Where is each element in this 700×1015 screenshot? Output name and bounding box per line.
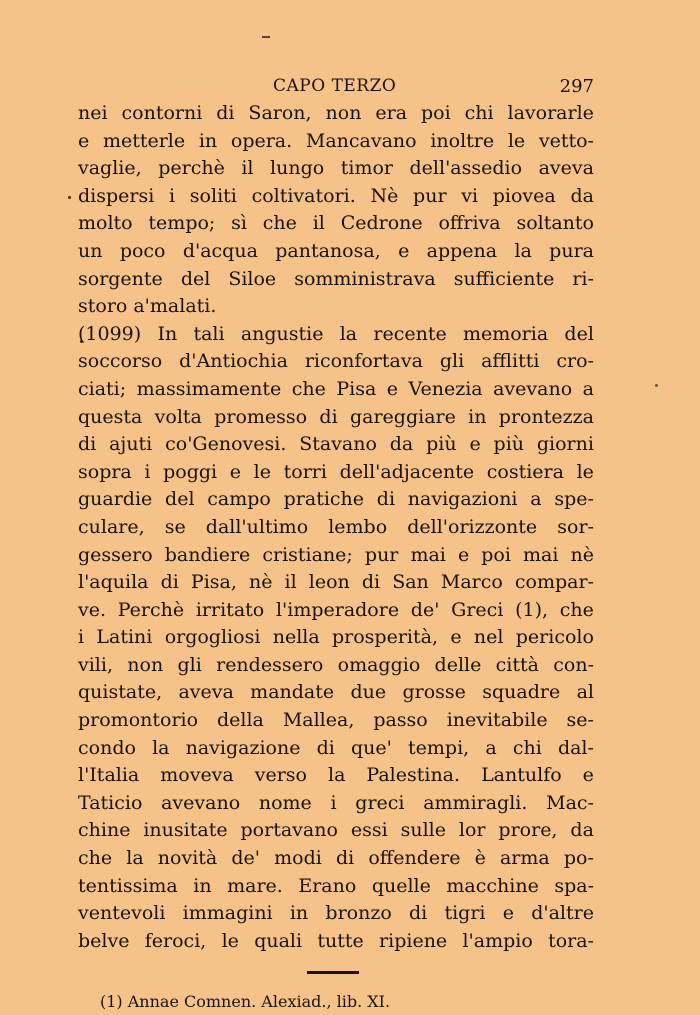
word: de'	[231, 847, 260, 870]
word: e	[398, 239, 410, 262]
text-line	[78, 321, 594, 349]
word: moveva	[160, 764, 234, 787]
word: leon	[308, 571, 350, 594]
word: timor	[340, 157, 393, 180]
word: vili,	[78, 653, 114, 676]
word: po-	[563, 847, 594, 870]
word: prosperità,	[332, 626, 439, 649]
word: lungo	[270, 157, 325, 180]
text-line	[78, 210, 594, 238]
word: omaggio	[337, 653, 421, 676]
word: mai	[410, 543, 446, 566]
text-line	[78, 762, 594, 790]
text-line	[78, 652, 594, 680]
text-line	[78, 624, 594, 652]
word: del	[180, 267, 211, 290]
word: gessero	[78, 543, 153, 566]
word: spa-	[554, 874, 594, 897]
word: Mallea,	[282, 709, 355, 732]
word: Siloe	[228, 267, 277, 290]
word: belve	[78, 929, 130, 952]
book-page	[78, 70, 594, 1011]
word: ventevoli	[78, 902, 166, 925]
word: e	[469, 433, 481, 456]
word: del	[165, 488, 195, 511]
word: molto	[78, 212, 133, 235]
footnote: (1) Annae Comnen. Alexiad., lib. XI.	[100, 992, 391, 1012]
word: non	[325, 102, 362, 124]
word: Saron,	[248, 102, 312, 124]
word: poi	[420, 102, 451, 124]
word: la	[126, 847, 144, 870]
word: in	[198, 129, 218, 152]
word: offriva	[438, 212, 501, 235]
word: la	[328, 764, 346, 787]
word: da	[570, 819, 594, 842]
text-line	[78, 486, 594, 514]
word: con-	[553, 653, 594, 676]
word: navigazioni	[407, 488, 518, 511]
text-line	[78, 266, 594, 294]
word: gli	[439, 350, 465, 373]
word: inevitabile	[446, 709, 548, 732]
word: pura	[549, 239, 594, 262]
body-text	[78, 100, 594, 955]
word: tentissima	[78, 874, 178, 897]
word: in	[289, 902, 309, 925]
word: sorgente	[78, 267, 163, 290]
word: memoria	[462, 322, 549, 345]
word: pericolo	[515, 626, 594, 649]
word: poco	[119, 239, 166, 262]
text-line	[78, 100, 594, 128]
word: compar-	[514, 571, 594, 594]
word: di	[376, 488, 396, 511]
word: passo	[373, 709, 428, 732]
word: verso	[254, 764, 307, 787]
text-line	[78, 845, 594, 873]
word: le	[221, 929, 239, 952]
word: Pisa,	[190, 571, 237, 594]
text-line	[78, 459, 594, 487]
word: questa	[78, 405, 143, 428]
word: i	[330, 791, 337, 814]
word: due	[350, 681, 387, 704]
word: tempi,	[408, 736, 470, 759]
word: di	[216, 102, 235, 124]
word: Mancavano	[305, 129, 417, 152]
word: le	[576, 460, 594, 483]
text-line	[78, 238, 594, 266]
word: grosse	[402, 681, 466, 704]
word: di	[319, 405, 338, 428]
word: nella	[272, 626, 320, 649]
word: di	[160, 571, 179, 594]
word: dell'orizzonte	[407, 515, 538, 538]
word: a	[530, 488, 542, 511]
word: culare,	[78, 515, 145, 538]
word: il	[312, 212, 325, 235]
word: soliti	[189, 184, 237, 207]
text-line	[78, 431, 594, 459]
word: bronzo	[325, 902, 392, 925]
word: città	[495, 653, 539, 676]
word: dal-	[557, 736, 594, 759]
text-line	[78, 376, 594, 404]
word: nei	[78, 102, 108, 124]
word: prontezza	[498, 405, 594, 428]
word: avevano	[493, 377, 573, 400]
word: da	[389, 433, 414, 456]
word: aveva	[538, 157, 594, 180]
word: i	[78, 626, 85, 649]
text-line	[78, 542, 594, 570]
word: ve.	[78, 598, 107, 621]
word: ri-	[572, 267, 594, 290]
word: co'Genovesi.	[165, 433, 287, 456]
word: quistate,	[78, 681, 163, 704]
word: l'ampio	[462, 929, 533, 952]
text-line	[78, 348, 594, 376]
word: de'	[410, 598, 440, 621]
word: Palestina.	[366, 764, 461, 787]
page-header	[78, 70, 594, 100]
word: Cedrone	[340, 212, 423, 235]
text-line	[78, 128, 594, 156]
word: tora-	[548, 929, 594, 952]
word: un	[78, 239, 103, 262]
word: lavorarle	[507, 102, 594, 124]
word: poi	[481, 543, 511, 566]
text-line	[78, 514, 594, 542]
word: que'	[351, 736, 392, 759]
word: tali	[193, 322, 225, 345]
word: da	[570, 184, 594, 207]
word: vetto-	[538, 129, 594, 152]
word: riconfortava	[304, 350, 423, 373]
word: torri	[283, 460, 327, 483]
print-speck	[68, 196, 71, 199]
word: ripiene	[379, 929, 448, 952]
word: Erano	[298, 874, 357, 897]
text-line	[78, 183, 594, 211]
word: vi	[461, 184, 479, 207]
word: dall'ultimo	[205, 515, 309, 538]
word: pantanosa,	[275, 239, 381, 262]
word: inoltre	[430, 129, 495, 152]
word: che	[559, 598, 594, 621]
word: promontorio	[78, 709, 199, 732]
word: ammiragli.	[423, 791, 528, 814]
word: pur	[364, 543, 399, 566]
word: a	[582, 377, 594, 400]
word: d'altre	[531, 902, 594, 925]
word: campo	[207, 488, 271, 511]
word: promesso	[214, 405, 308, 428]
word: angustie	[240, 322, 324, 345]
word: a	[485, 736, 497, 759]
word: in	[468, 405, 487, 428]
word: appena	[426, 239, 498, 262]
word: tempo;	[148, 212, 216, 235]
word: squadre	[482, 681, 561, 704]
word: e	[502, 902, 514, 925]
word: era	[375, 102, 408, 124]
word: soccorso	[78, 350, 163, 373]
word: quelle	[371, 874, 431, 897]
word: arma	[499, 847, 550, 870]
word: i	[144, 460, 151, 483]
word: irritato	[195, 598, 265, 621]
word: lembo	[328, 515, 388, 538]
word: prore,	[498, 819, 558, 842]
word: il	[241, 157, 254, 180]
word: e	[450, 626, 462, 649]
word: di	[78, 433, 97, 456]
text-line	[78, 155, 594, 183]
word: la	[339, 322, 358, 345]
word: In	[157, 322, 178, 345]
word: in	[193, 874, 212, 897]
word: pur	[413, 184, 447, 207]
word: che	[262, 212, 297, 235]
word: nome	[258, 791, 312, 814]
word: dispersi	[78, 184, 155, 207]
word: l'aquila	[78, 571, 149, 594]
word: ajuti	[109, 433, 153, 456]
word: e	[386, 377, 399, 400]
word: rendessero	[216, 653, 324, 676]
word: offendere	[368, 847, 461, 870]
word: San	[392, 571, 429, 594]
word: sor-	[557, 515, 594, 538]
word: che	[78, 847, 113, 870]
word: l'Italia	[78, 764, 140, 787]
word: e	[582, 764, 594, 787]
text-line	[78, 790, 594, 818]
word: chi	[464, 102, 494, 124]
word: dell'adjacente	[339, 460, 475, 483]
text-line	[78, 900, 594, 928]
word: ciati;	[78, 377, 127, 400]
word: di	[316, 736, 335, 759]
word: al	[576, 681, 594, 704]
word: pratiche	[283, 488, 365, 511]
text-line	[78, 735, 594, 763]
word: spe-	[554, 488, 594, 511]
print-speck	[262, 36, 270, 38]
word: afflitti	[481, 350, 540, 373]
word: Taticio	[78, 791, 143, 814]
word: soltanto	[516, 212, 594, 235]
word: sopra	[78, 460, 132, 483]
word: novità	[157, 847, 218, 870]
word: nè	[248, 571, 273, 594]
word: greci	[355, 791, 405, 814]
word: le	[507, 129, 526, 152]
word: mandate	[250, 681, 335, 704]
text-line	[78, 817, 594, 845]
word: modi	[274, 847, 322, 870]
word: piovea	[492, 184, 556, 207]
word: essi	[350, 819, 388, 842]
word: Perchè	[117, 598, 185, 621]
word: orgogliosi	[164, 626, 261, 649]
word: non	[127, 653, 164, 676]
word: e	[229, 460, 242, 483]
word: il	[284, 571, 297, 594]
word: Latini	[96, 626, 153, 649]
word: chine	[78, 819, 131, 842]
word: gareggiare	[349, 405, 456, 428]
word: la	[152, 736, 170, 759]
word: d'acqua	[182, 239, 258, 262]
word: Greci	[451, 598, 504, 621]
word: se-	[566, 709, 594, 732]
text-line	[78, 569, 594, 597]
text-line	[78, 928, 594, 956]
word: più	[426, 433, 457, 456]
word: d'Antiochia	[179, 350, 288, 373]
word: le	[253, 460, 271, 483]
word: dell'assedio	[409, 157, 523, 180]
word: cro-	[556, 350, 594, 373]
word: gli	[177, 653, 202, 676]
word: Pisa	[336, 377, 377, 400]
word: aveva	[178, 681, 234, 704]
word: costiera	[486, 460, 564, 483]
word: immagini	[182, 902, 273, 925]
word: macchine	[446, 874, 539, 897]
word: chi	[512, 736, 542, 759]
running-title: CAPO TERZO	[273, 76, 397, 96]
word: somministrava	[294, 267, 436, 290]
word: contorni	[121, 102, 203, 124]
word: nel	[473, 626, 504, 649]
word: sulle	[400, 819, 446, 842]
word: tutte	[317, 929, 364, 952]
word: se	[164, 515, 186, 538]
word: feroci,	[144, 929, 207, 952]
word: della	[217, 709, 264, 732]
word: Nè	[370, 184, 399, 207]
word: Stavano	[299, 433, 377, 456]
word: Marco	[440, 571, 503, 594]
word: di	[361, 571, 381, 594]
text-line	[78, 597, 594, 625]
word: delle	[434, 653, 482, 676]
word: del	[564, 322, 594, 345]
word: di	[335, 847, 355, 870]
word: guardie	[78, 488, 153, 511]
word: lor	[458, 819, 486, 842]
word: poggi	[163, 460, 218, 483]
word: volta	[154, 405, 202, 428]
text-line	[78, 679, 594, 707]
word: Venezia	[408, 377, 483, 400]
word: opera.	[230, 129, 293, 152]
word: e	[457, 543, 470, 566]
word: la	[514, 239, 532, 262]
text-line	[78, 404, 594, 432]
word: (1099)	[78, 322, 142, 345]
word: e	[78, 129, 90, 152]
word: perchè	[158, 157, 225, 180]
word: avevano	[161, 791, 241, 814]
word: (1),	[515, 598, 549, 621]
text-line	[78, 293, 594, 321]
word: nè	[570, 543, 594, 566]
word: vaglie,	[78, 157, 142, 180]
word: a'malati.	[133, 295, 217, 318]
page-number: 297	[559, 76, 594, 97]
word: mare.	[227, 874, 283, 897]
text-line	[78, 707, 594, 735]
word: mai	[523, 543, 559, 566]
word: quali	[254, 929, 303, 952]
word: bandiere	[164, 543, 251, 566]
word: giorni	[536, 433, 594, 456]
word: più	[493, 433, 525, 456]
word: è	[474, 847, 486, 870]
word: che	[291, 377, 326, 400]
word: massimamente	[136, 377, 282, 400]
word: di	[409, 902, 428, 925]
word: navigazione	[185, 736, 301, 759]
word: cristiane;	[262, 543, 353, 566]
word: Mac-	[546, 791, 594, 814]
word: metterle	[102, 129, 186, 152]
word: sì	[231, 212, 247, 235]
word: tigri	[444, 902, 486, 925]
word: coltivatori.	[251, 184, 356, 207]
word: recente	[373, 322, 447, 345]
print-speck	[655, 384, 658, 387]
word: l'imperadore	[275, 598, 400, 621]
word: portavano	[240, 819, 338, 842]
footnote-rule	[307, 971, 359, 974]
word: sufficiente	[453, 267, 555, 290]
word: storo	[78, 295, 128, 318]
text-line	[78, 873, 594, 901]
word: condo	[78, 736, 136, 759]
word: inusitate	[143, 819, 228, 842]
word: i	[169, 184, 176, 207]
word: Lantulfo	[481, 764, 562, 787]
